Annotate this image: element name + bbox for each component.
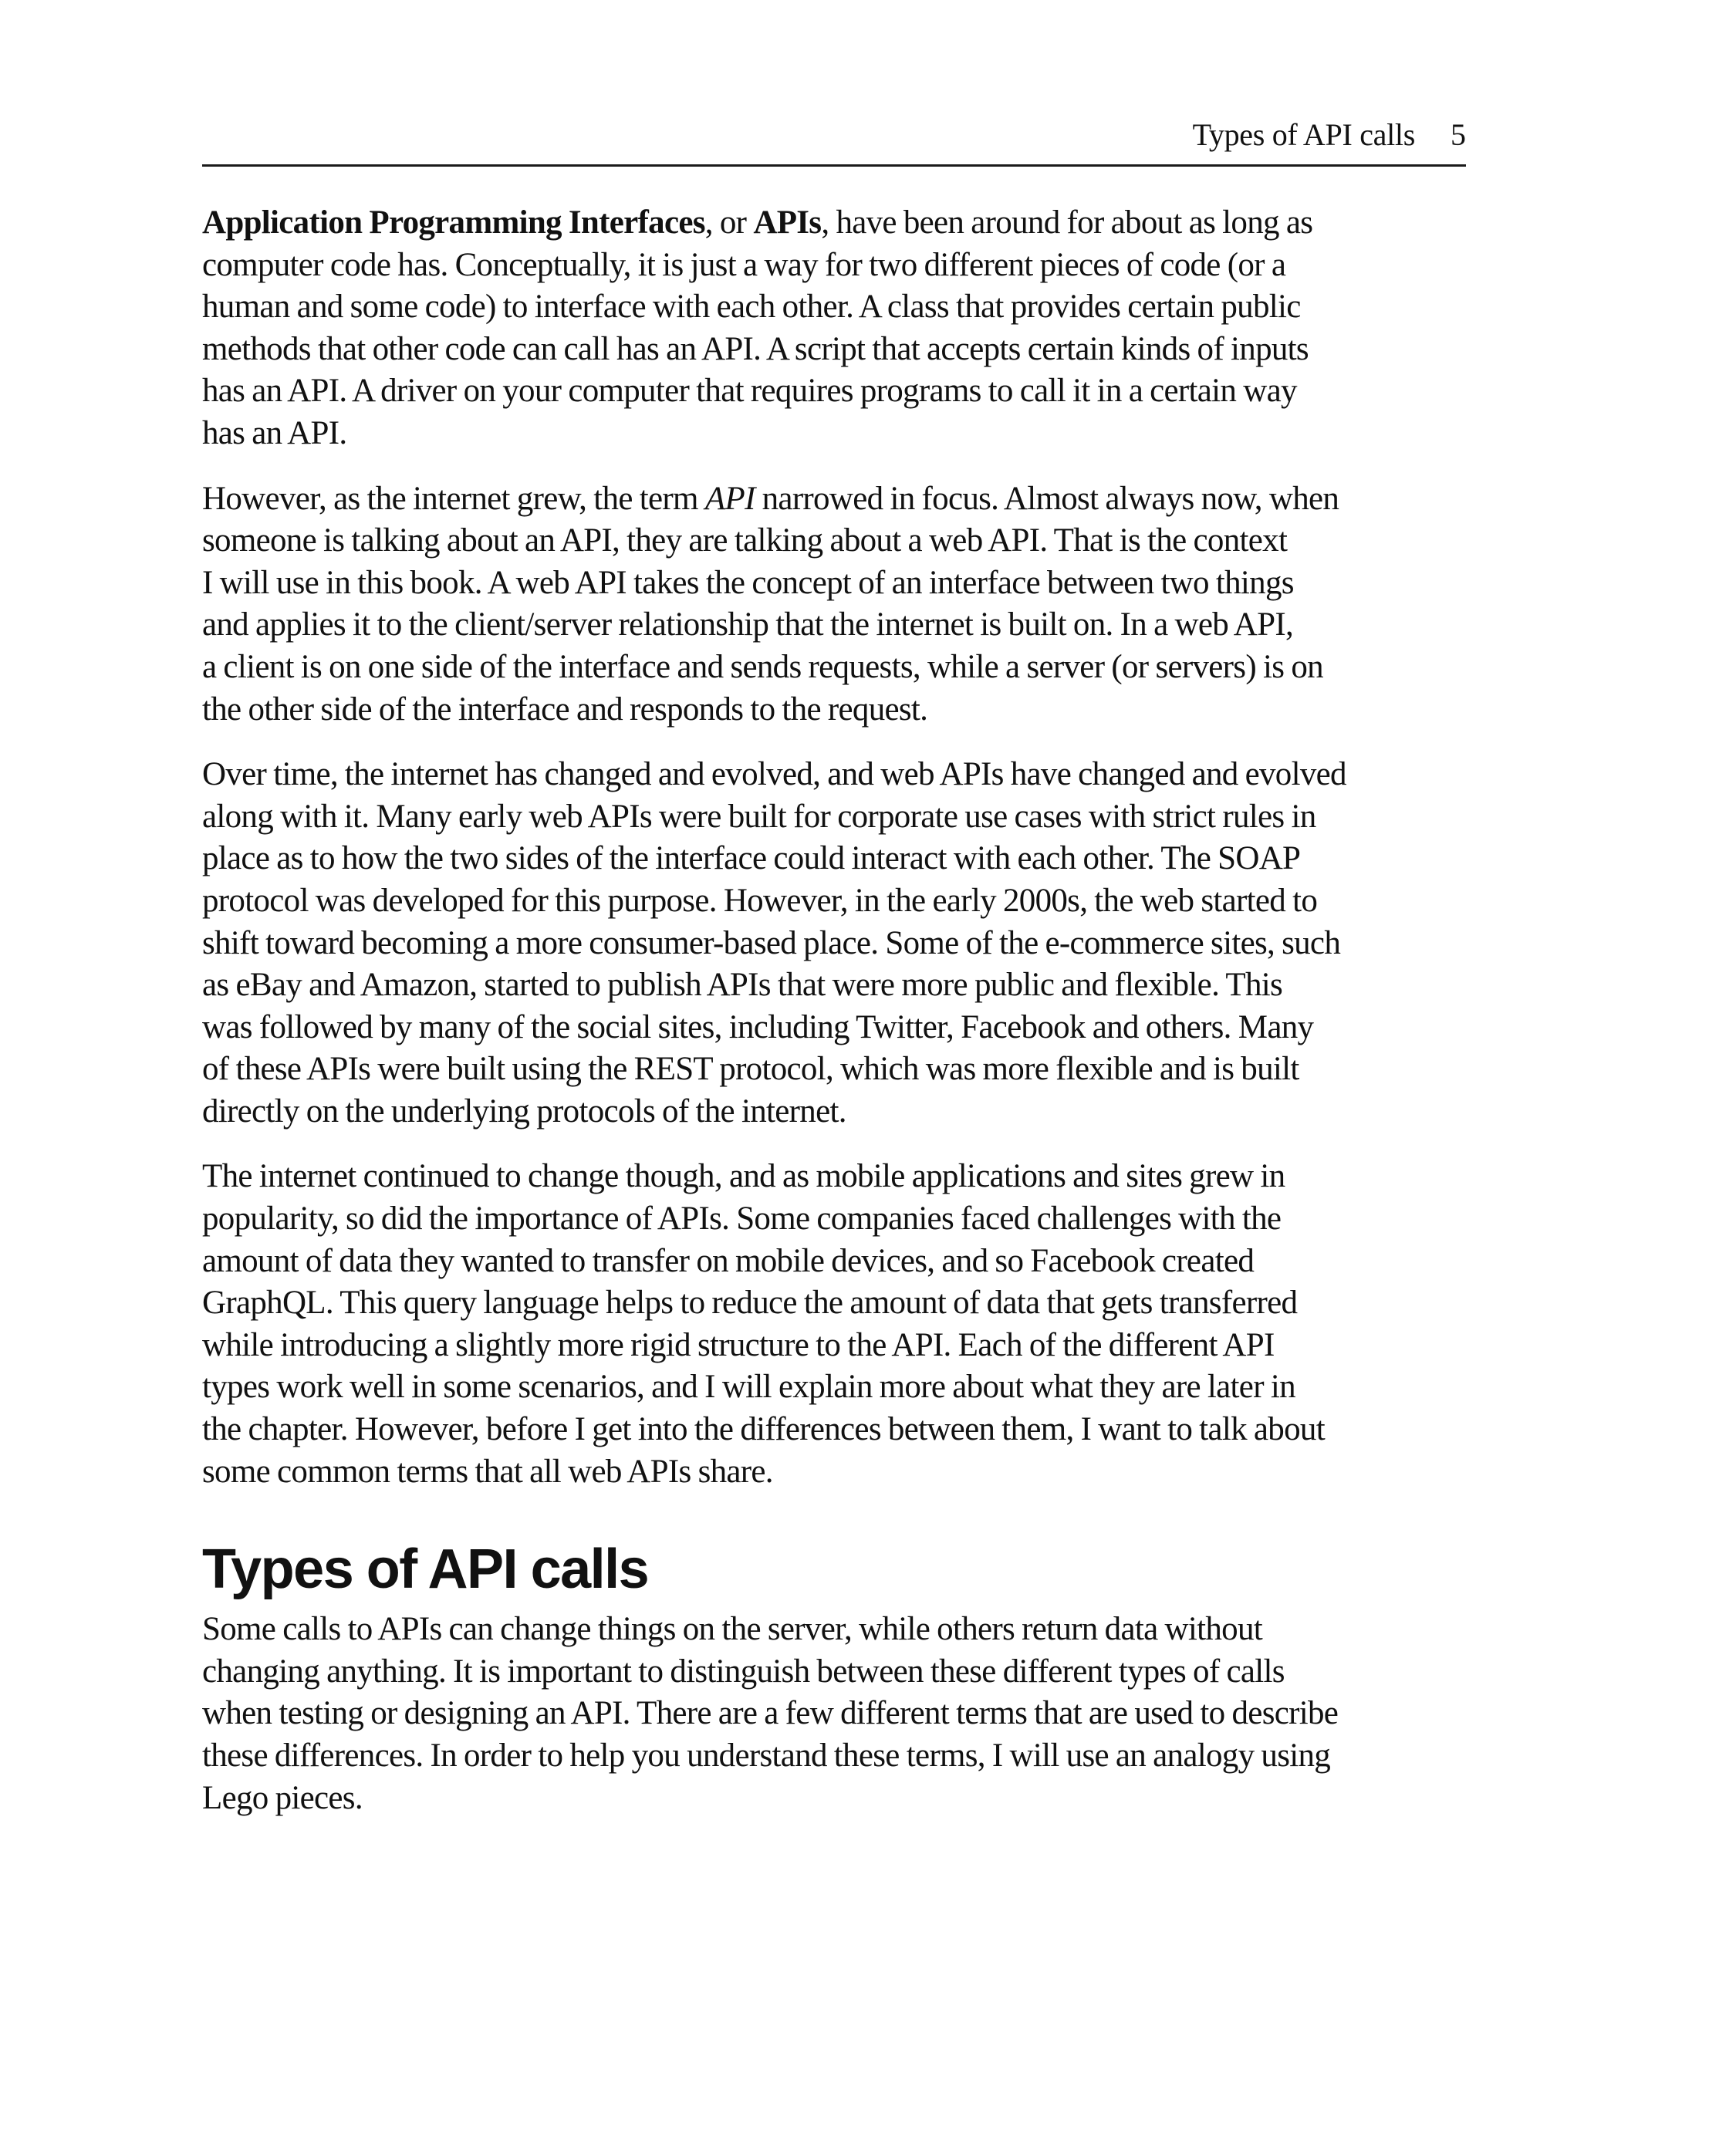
text-line: Over time, the internet has changed and evolved, and web APIs have changed and evolved: [202, 756, 1346, 793]
text-line: However, as the internet grew, the term API narrowed in focus. Almost always now, when: [202, 480, 1339, 517]
text-line: methods that other code can call has an API. A script that accepts certain kinds of inputs: [202, 330, 1309, 367]
text-line: a client is on one side of the interface and sends requests, while a server (or servers) is on: [202, 648, 1323, 685]
text-line: changing anything. It is important to distinguish between these different types of calls: [202, 1653, 1285, 1690]
text-line: popularity, so did the importance of APIs. Some companies faced challenges with the: [202, 1201, 1282, 1238]
text-line: of these APIs were built using the REST protocol, which was more flexible and is built: [202, 1051, 1299, 1088]
body-text: [202, 202, 1475, 1842]
running-header: [202, 112, 1466, 167]
text-line: human and some code) to interface with each other. A class that provides certain public: [202, 289, 1301, 326]
text-line: Lego pieces.: [202, 1779, 363, 1816]
text-line: while introducing a slightly more rigid structure to the API. Each of the different API: [202, 1326, 1275, 1363]
paragraph-graphql: [202, 1156, 1475, 1493]
text-line: The internet continued to change though, and as mobile applications and sites grew in: [202, 1158, 1285, 1195]
term-italic: API: [704, 480, 755, 517]
text-line: Some calls to APIs can change things on the server, while others return data without: [202, 1611, 1262, 1648]
section-heading: Types of API calls: [202, 1538, 649, 1601]
page-number: 5: [1451, 117, 1466, 152]
paragraph-types-intro: [202, 1609, 1475, 1819]
running-header-title: Types of API calls: [1192, 117, 1415, 152]
text-line: has an API.: [202, 414, 347, 451]
text-line: Application Programming Interfaces, or APIs, have been around for about as long as: [202, 204, 1313, 241]
paragraph-history: [202, 754, 1475, 1133]
text-line: when testing or designing an API. There are a few different terms that are used to describe: [202, 1695, 1339, 1732]
text-line: has an API. A driver on your computer that requires programs to call it in a certain way: [202, 373, 1297, 410]
text-line: place as to how the two sides of the interface could interact with each other. The SOAP: [202, 840, 1301, 877]
text-line: directly on the underlying protocols of the internet.: [202, 1092, 846, 1130]
text-line: someone is talking about an API, they are talking about a web API. That is the context: [202, 522, 1288, 559]
text-line: types work well in some scenarios, and I will explain more about what they are later in: [202, 1369, 1295, 1406]
text-line: protocol was developed for this purpose. However, in the early 2000s, the web started to: [202, 882, 1318, 919]
term-bold: APIs: [753, 204, 822, 241]
term-bold: Application Programming Interfaces: [202, 204, 705, 241]
text-line: the chapter. However, before I get into the differences between them, I want to talk about: [202, 1411, 1325, 1448]
text-line: along with it. Many early web APIs were built for corporate use cases with strict rules in: [202, 798, 1316, 835]
text-line: GraphQL. This query language helps to reduce the amount of data that gets transferred: [202, 1285, 1298, 1322]
text-line: amount of data they wanted to transfer on mobile devices, and so Facebook created: [202, 1242, 1255, 1279]
paragraph-intro: [202, 202, 1475, 455]
text-line: and applies it to the client/server relationship that the internet is built on. In a web API,: [202, 606, 1293, 643]
text-line: some common terms that all web APIs share.: [202, 1453, 773, 1490]
text-line: shift toward becoming a more consumer-based place. Some of the e-commerce sites, such: [202, 924, 1341, 961]
text-line: as eBay and Amazon, started to publish APIs that were more public and flexible. This: [202, 967, 1283, 1004]
text-line: I will use in this book. A web API takes the concept of an interface between two things: [202, 564, 1294, 601]
text-line: computer code has. Conceptually, it is just a way for two different pieces of code (or a: [202, 246, 1286, 283]
paragraph-web-api: [202, 478, 1475, 731]
text-line: was followed by many of the social sites, including Twitter, Facebook and others. Many: [202, 1008, 1314, 1045]
text-line: these differences. In order to help you understand these terms, I will use an analogy using: [202, 1737, 1331, 1774]
text-line: the other side of the interface and responds to the request.: [202, 691, 928, 728]
